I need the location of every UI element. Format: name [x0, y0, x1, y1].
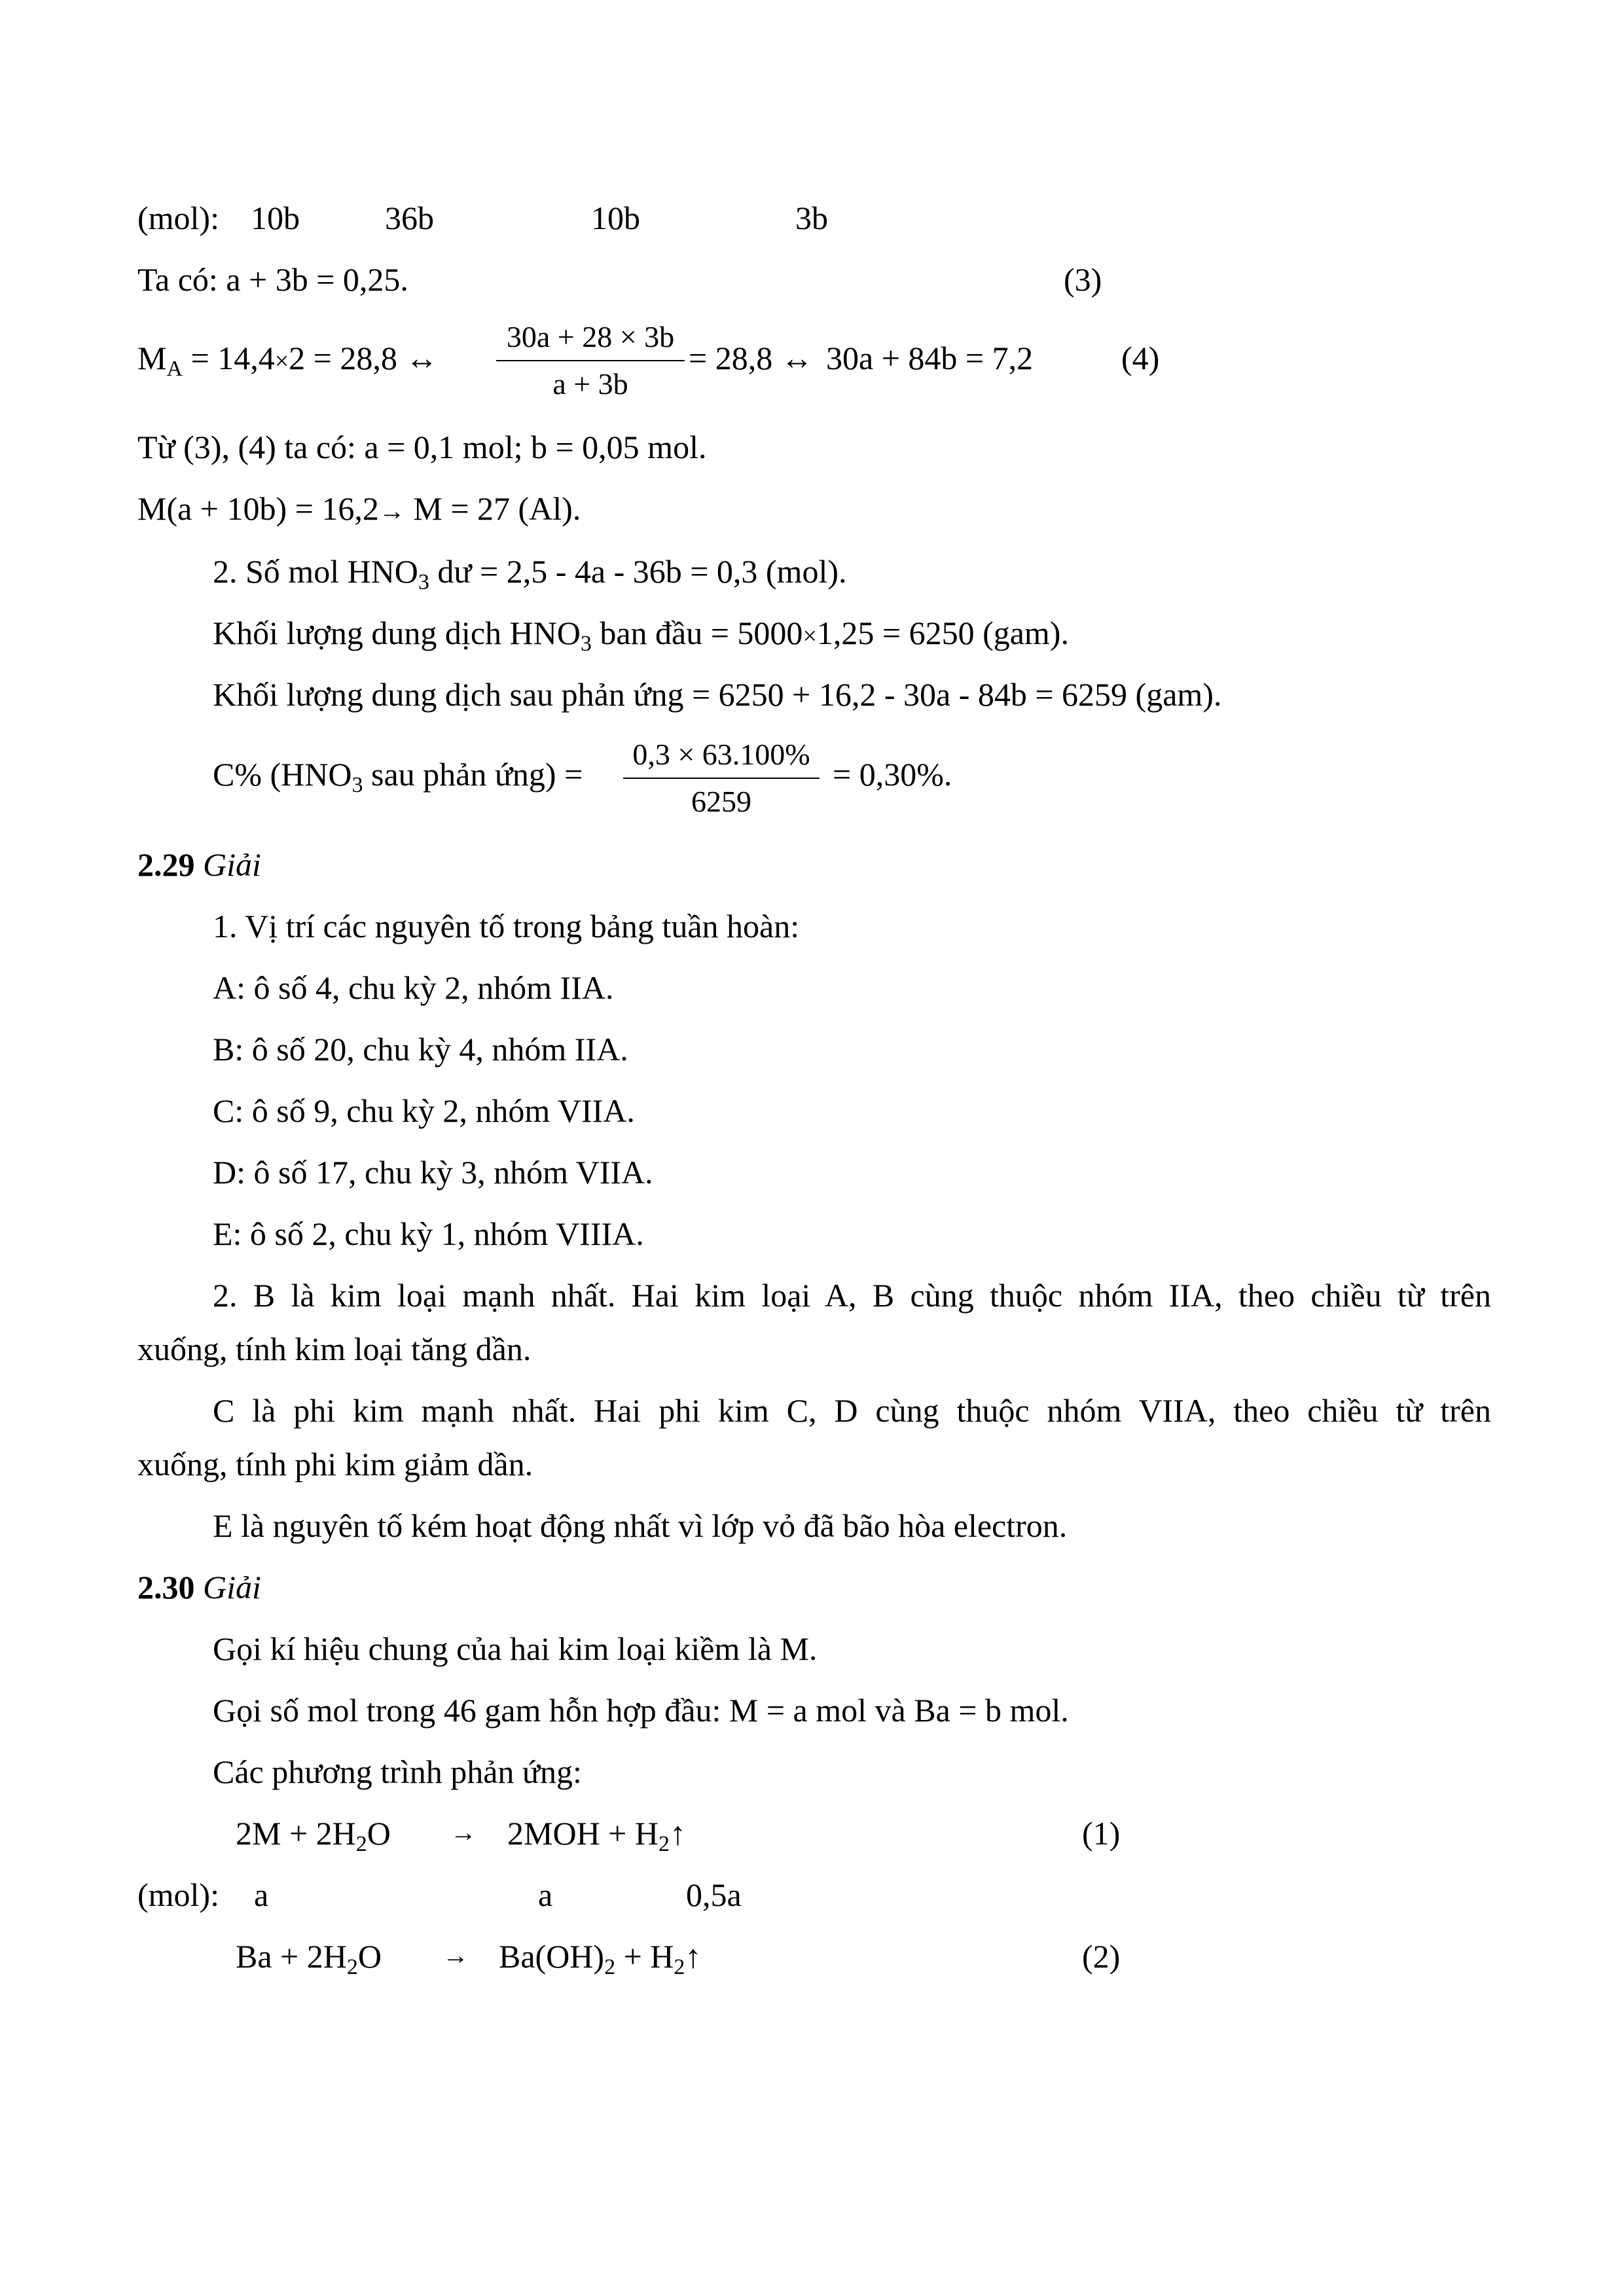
paragraph: Gọi kí hiệu chung của hai kim loại kiềm là M.: [213, 1630, 818, 1667]
mol-value: 0,5a: [686, 1876, 742, 1913]
paragraph: xuống, tính kim loại tăng dần.: [137, 1331, 532, 1367]
concentration-line: C% ($HNO_3$ sau phản ứng) =: [213, 756, 583, 797]
metal-line: M(a + 10b) = 16,2→ M = 27 (Al).: [137, 490, 581, 527]
mol-label: (mol):: [137, 1876, 219, 1913]
element-B: B: ô số 20, chu kỳ 4, nhóm IIA.: [213, 1031, 628, 1067]
arrow-icon: →: [442, 1941, 469, 1970]
equation-number: (3): [1064, 261, 1102, 298]
equation-4: 30a + 84b = 7,2: [826, 340, 1034, 376]
fraction-numerator: 30a + 28 × 3b: [506, 320, 675, 353]
paragraph: Gọi số mol trong 46 gam hỗn hợp đầu: M = a mol và Ba = b mol.: [213, 1692, 1069, 1729]
section-number: 2.29: [137, 846, 195, 883]
section-label: Giải: [203, 846, 261, 883]
paragraph: Các phương trình phản ứng:: [213, 1753, 582, 1790]
arrow-icon: →: [378, 496, 405, 526]
mol-value: 10b: [251, 200, 300, 236]
equals-text: = 28,8 ↔: [689, 340, 814, 376]
fraction-bar: [623, 778, 820, 779]
paragraph: C là phi kim mạnh nhất. Hai phi kim C, D cùng thuộc nhóm VIIA, theo chiều từ trên: [213, 1392, 1491, 1429]
hno3-excess-line: 2. Số mol $HNO_3$ dư = 2,5 - 4a - 36b = 0,3 (mol).: [213, 553, 847, 594]
fraction-numerator: 0,3 × 63.100%: [632, 738, 810, 771]
mol-value: a: [254, 1876, 269, 1913]
section-heading-2-30: [137, 1571, 261, 1604]
mol-value: a: [538, 1876, 553, 1913]
reaction-1: $2M + 2H_2O$: [236, 1815, 391, 1856]
equation-3: Ta có: a + 3b = 0,25.: [137, 261, 408, 298]
times-sign: ×: [803, 622, 817, 650]
equation-number: (1): [1082, 1815, 1121, 1852]
up-arrow-icon: ↑: [669, 1815, 686, 1852]
mol-value: 10b: [591, 200, 640, 236]
fraction-denominator: a + 3b: [552, 367, 628, 401]
reaction-1-products: $2MOH + H_2↑$: [507, 1815, 686, 1856]
mol-value: 36b: [385, 200, 434, 236]
element-D: D: ô số 17, chu kỳ 3, nhóm VIIA.: [213, 1154, 653, 1191]
solution-line: Từ (3), (4) ta có: a = 0,1 mol; b = 0,05 mol.: [137, 429, 707, 465]
section-label: Giải: [203, 1569, 261, 1605]
molar-mass-symbol: M: [137, 340, 167, 376]
mol-label: (mol):: [137, 200, 219, 236]
reaction-2-products: $Ba(OH)_2$ + $H_2↑$: [499, 1938, 702, 1979]
equation-number: (2): [1082, 1938, 1121, 1975]
equation-number: (4): [1121, 340, 1160, 376]
up-arrow-icon: ↑: [685, 1938, 702, 1975]
element-A: A: ô số 4, chu kỳ 2, nhóm IIA.: [213, 969, 614, 1006]
paragraph: 2. B là kim loại mạnh nhất. Hai kim loại A, B cùng thuộc nhóm IIA, theo chiều từ trên: [213, 1277, 1491, 1314]
concentration-result: = 0,30%.: [833, 756, 952, 793]
final-mass-line: Khối lượng dung dịch sau phản ứng = 6250 + 16,2 - 30a - 84b = 6259 (gam).: [213, 676, 1222, 713]
fraction-bar: [496, 360, 685, 361]
paragraph: 1. Vị trí các nguyên tố trong bảng tuần hoàn:: [213, 908, 800, 944]
section-number: 2.30: [137, 1569, 195, 1605]
element-C: C: ô số 9, chu kỳ 2, nhóm VIIA.: [213, 1092, 635, 1129]
element-E: E: ô số 2, chu kỳ 1, nhóm VIIIA.: [213, 1215, 644, 1252]
paragraph: E là nguyên tố kém hoạt động nhất vì lớp vỏ đã bão hòa electron.: [213, 1507, 1068, 1544]
mol-value: 3b: [795, 200, 828, 236]
initial-mass-line: Khối lượng dung dịch $HNO_3$ ban đầu = 5000×1,25 = 6250 (gam).: [213, 615, 1069, 656]
molar-mass-line: $M_A = 14,4\times 2 = 28,8$ ↔: [137, 340, 439, 381]
paragraph: xuống, tính phi kim giảm dần.: [137, 1446, 533, 1482]
section-heading-2-29: [137, 848, 261, 881]
times-sign: ×: [274, 348, 289, 375]
reaction-2: $Ba + 2H_2O$: [236, 1938, 382, 1979]
fraction-denominator: 6259: [691, 785, 751, 818]
fraction-concentration: [623, 740, 820, 817]
arrow-icon: →: [450, 1818, 477, 1847]
fraction-molar-mass: [496, 322, 685, 399]
